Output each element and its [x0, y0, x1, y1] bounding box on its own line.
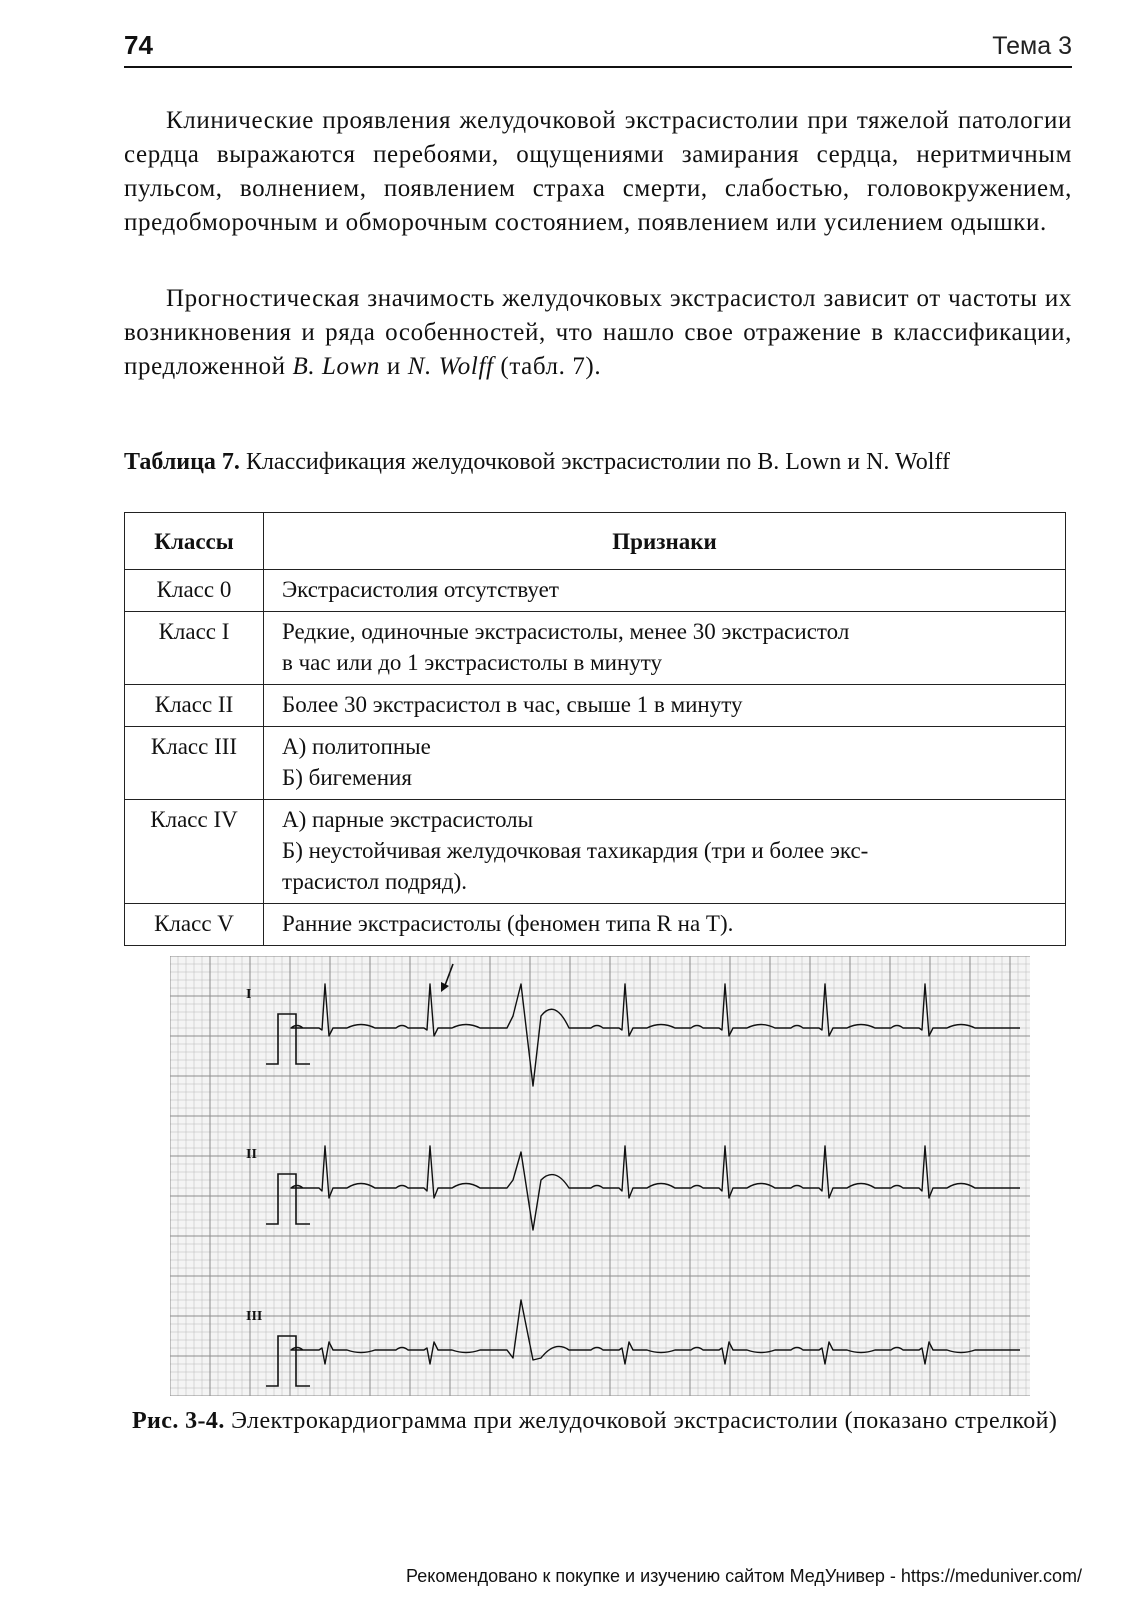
- signs-cell: [264, 612, 1066, 685]
- ecg-paper: [170, 956, 1030, 1396]
- table-row: [125, 904, 1066, 946]
- class-cell: Класс IV: [125, 800, 264, 904]
- classification-table: [124, 512, 1066, 946]
- paragraph-text: и: [380, 353, 408, 380]
- figure-caption-label: Рис. 3-4.: [132, 1408, 225, 1434]
- table-row: [125, 685, 1066, 727]
- lead-label: I: [246, 987, 252, 1002]
- paragraph-clinical: Клинические проявления желудочковой экстрасистолии при тяжелой патологии сердца выражаются перебоями, ощущениями замирания сердца, неритмичным пульсом, волнением, появлением страха смерти, слабостью, головокружением, предобморочным и обморочным состоянием, появлением или усилением одышки.: [124, 107, 1072, 236]
- ecg-figure: [170, 956, 1030, 1396]
- class-cell: Класс I: [125, 612, 264, 685]
- signs-line: Б) неустойчивая желудочковая тахикардия (три и более экс-: [282, 838, 869, 863]
- signs-cell: [264, 727, 1066, 800]
- table-row: [125, 800, 1066, 904]
- page-number: 74: [124, 30, 153, 60]
- table-header-row: [125, 513, 1066, 570]
- author-lown: B. Lown: [292, 353, 381, 380]
- signs-cell: [264, 904, 1066, 946]
- paragraph-text: Прогностическая значимость желудочковых экстрасистол зависит от частоты их возникновения и ряда особенностей, что нашло свое отражение в классификации, предложенной: [124, 285, 1072, 380]
- class-cell: Класс III: [125, 727, 264, 800]
- signs-line: Редкие, одиночные экстрасистолы, менее 30 экстрасистол: [282, 619, 850, 644]
- class-cell: Класс 0: [125, 570, 264, 612]
- footer-recommendation: Рекомендовано к покупке и изучению сайтом МедУнивер - https://meduniver.com/: [406, 1566, 1082, 1586]
- lead-label: II: [246, 1147, 257, 1162]
- signs-cell: [264, 685, 1066, 727]
- signs-cell: [264, 800, 1066, 904]
- paragraph-prognostic: [124, 282, 1072, 384]
- signs-line: трасистол подряд).: [282, 869, 467, 894]
- signs-line: Более 30 экстрасистол в час, свыше 1 в минуту: [282, 692, 743, 717]
- column-header-classes: Классы: [125, 513, 264, 570]
- author-wolff: N. Wolff: [407, 353, 494, 380]
- table-caption: [124, 446, 1064, 478]
- table-caption-label: Таблица 7.: [124, 449, 240, 475]
- class-cell: Класс V: [125, 904, 264, 946]
- figure-caption-text: Электрокардиограмма при желудочковой экстрасистолии (показано стрелкой): [224, 1408, 1058, 1434]
- signs-cell: [264, 570, 1066, 612]
- header-rule: [124, 66, 1072, 68]
- table-row: [125, 612, 1066, 685]
- signs-line: Экстрасистолия отсутствует: [282, 577, 559, 602]
- lead-label: III: [246, 1309, 263, 1324]
- signs-line: А) политопные: [282, 734, 431, 759]
- figure-caption: [132, 1404, 1062, 1438]
- signs-line: Б) бигемения: [282, 765, 412, 790]
- table-caption-text: Классификация желудочковой экстрасистолии по B. Lown и N. Wolff: [239, 449, 950, 475]
- section-title: Тема 3: [992, 32, 1072, 60]
- signs-line: в час или до 1 экстрасистолы в минуту: [282, 650, 662, 675]
- signs-line: А) парные экстрасистолы: [282, 807, 534, 832]
- signs-line: Ранние экстрасистолы (феномен типа R на T).: [282, 911, 734, 936]
- table-row: [125, 727, 1066, 800]
- column-header-signs: Признаки: [264, 513, 1066, 570]
- table-row: [125, 570, 1066, 612]
- paragraph-text: (табл. 7).: [493, 353, 602, 380]
- class-cell: Класс II: [125, 685, 264, 727]
- table-body: [125, 570, 1066, 946]
